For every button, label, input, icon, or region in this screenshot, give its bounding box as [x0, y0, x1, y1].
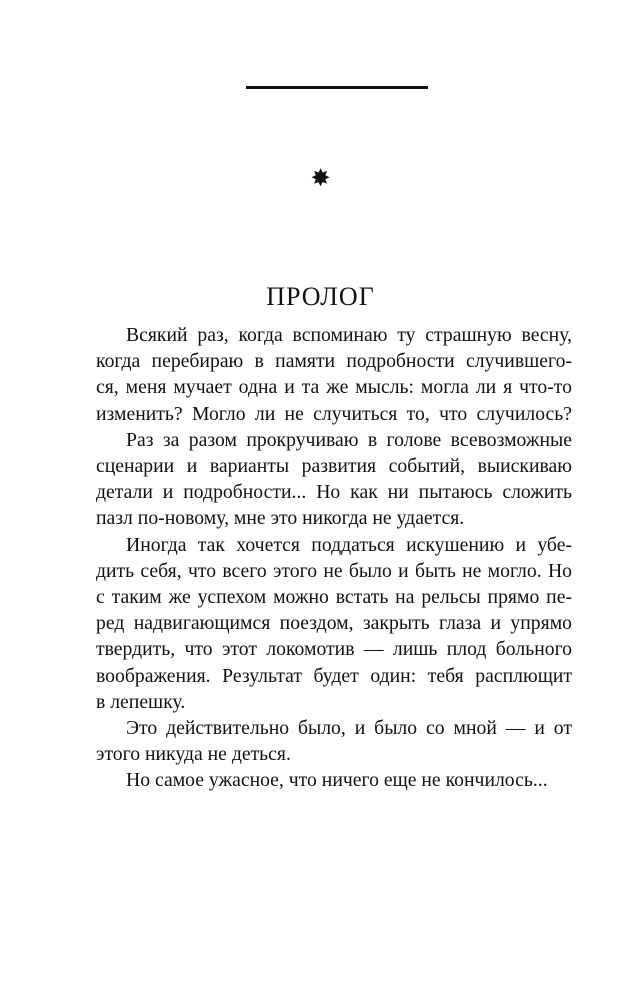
- text-line: изменить? Могло ли не случиться то, что случилось?: [96, 402, 572, 425]
- prologue-text: [96, 322, 572, 794]
- text-line: Раз за разом прокручиваю в голове всевозможные: [126, 428, 572, 451]
- text-line: твердить, что этот локомотив — лишь плод больного: [96, 638, 572, 661]
- text-line: ся, меня мучает одна и та же мысль: могла ли я что-то: [96, 376, 572, 399]
- text-line: этого никуда не деться.: [96, 743, 291, 766]
- text-line: детали и подробности... Но как ни пытаюсь сложить: [96, 481, 572, 504]
- text-line: с таким же успехом можно встать на рельсы прямо пе-: [96, 586, 572, 609]
- star-ornament-icon: ✸: [310, 164, 331, 192]
- text-line: в лепешку.: [96, 690, 186, 713]
- text-line: сценарии и варианты развития событий, выискиваю: [96, 455, 572, 478]
- text-line: дить себя, что всего этого не было и быть не могло. Но: [96, 559, 572, 582]
- text-line: воображения. Результат будет один: тебя расплющит: [96, 664, 572, 687]
- text-line: когда перебираю в памяти подробности случившего-: [96, 350, 572, 373]
- text-line: Но самое ужасное, что ничего еще не кончилось...: [126, 769, 548, 792]
- text-line: ред надвигающимся поездом, закрыть глаза и упрямо: [96, 612, 572, 635]
- text-line: Иногда так хочется поддаться искушению и убе-: [126, 533, 572, 556]
- top-rule: [246, 86, 428, 89]
- chapter-title: ПРОЛОГ: [266, 282, 375, 311]
- text-line: Это действительно было, и было со мной — и от: [126, 717, 572, 740]
- text-line: пазл по-новому, мне это никогда не удается.: [96, 507, 465, 530]
- text-line: Всякий раз, когда вспоминаю ту страшную весну,: [126, 324, 572, 346]
